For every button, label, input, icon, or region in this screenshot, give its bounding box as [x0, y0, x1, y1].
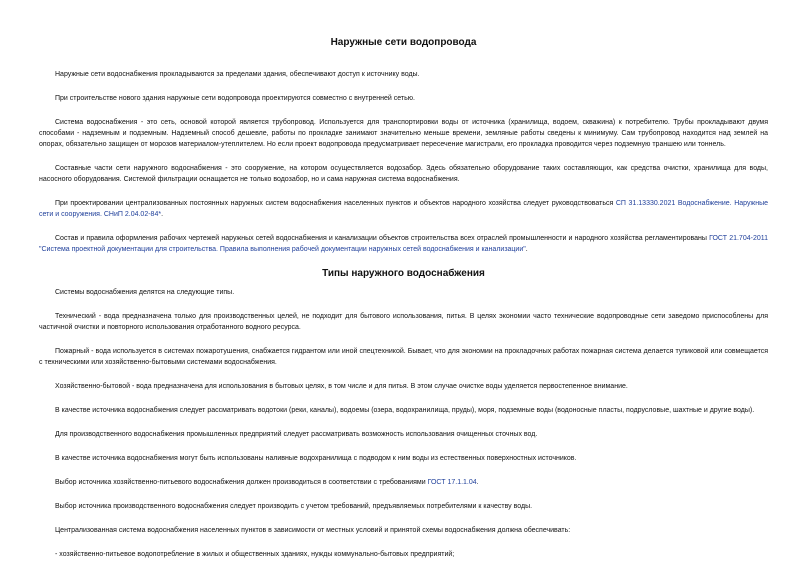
paragraph-drinking-source	[39, 477, 768, 488]
text-segment: .	[525, 246, 528, 253]
gost-21-704-link[interactable]: ГОСТ 21.704-2011 "Система проектной документации для строительства. Правила выполнения рабочей документации наружных сетей водоснабжения и канализации"	[39, 235, 768, 253]
paragraph-industrial-source: Выбор источника производственного водоснабжения следует производить с учетом требований, предъявляемых потребителями к качеству воды.	[55, 503, 533, 510]
paragraph-technical: Технический - вода предназначена только для производственных целей, не подходит для бытового использования, питья. В целях экономии часто технические водопроводные сети заведомо приспособлены для частичной очистки и повторного использования отработанного водного ресурса.	[39, 313, 768, 331]
paragraph-design-standard	[39, 198, 768, 220]
text-segment: .	[476, 479, 479, 486]
sp-31-link[interactable]: СП 31.13330.2021 Водоснабжение. Наружные сети и сооружения. СНиП 2.04.02-84*	[39, 200, 769, 218]
paragraph-components: Составные части сети наружного водоснабжения - это сооружение, на котором осуществляется водозабор. Здесь обязательно оборудование таких составляющих, как средства очистки, хранилища для воды, насосного оборудования. Системой фильтрации оснащается не только водозабор, но и сама наружная система водоснабжения.	[39, 165, 768, 183]
paragraph-list-item: - хозяйственно-питьевое водопотребление в жилых и общественных зданиях, нужды коммунально-бытовых предприятий;	[55, 551, 455, 558]
text-segment: При проектировании централизованных постоянных наружных систем водоснабжения населенных пунктов и объектов народного хозяйства следует руководствоваться	[55, 200, 616, 207]
paragraph-centralized: Централизованная система водоснабжения населенных пунктов в зависимости от местных условий и принятой схемы водоснабжения должна обеспечивать:	[55, 527, 571, 534]
paragraph-household: Хозяйственно-бытовой - вода предназначена для использования в бытовых целях, в том числе и для питья. В этом случае очистке воды уделяется первостепенное внимание.	[55, 383, 628, 390]
gost-17-link[interactable]: ГОСТ 17.1.1.04	[427, 479, 477, 486]
paragraph-system-definition: Система водоснабжения - это сеть, основой которой является трубопровод. Используется для транспортировки воды от источника (хранилища, водоем, скважина) к потребителю. Трубы прокладывают двумя способами - надземным и подземным. Надземный способ дешевле, работы по прокладке занимают значительно меньше времени, земляные работы сведены к минимуму. Сам трубопровод находится над землей на опорах, обязательно защищен от морозов материалом-утеплителем. Но если проект водопровода предусматривает пересечение магистрали, его прокладка проводится через подземную траншею или тоннель.	[39, 119, 768, 148]
paragraph-industrial: Для производственного водоснабжения промышленных предприятий следует рассматривать возможность использования очищенных сточных вод.	[55, 431, 538, 438]
text-segment: Состав и правила оформления рабочих чертежей наружных сетей водоснабжения и канализации объектов строительства всех отраслей промышленности и народного хозяйства регламентированы	[55, 235, 710, 242]
text-segment: .	[161, 211, 164, 218]
paragraph-reservoirs: В качестве источника водоснабжения могут быть использованы наливные водохранилища с подводом к ним воды из естественных поверхностных источников.	[55, 455, 577, 462]
paragraph-sources: В качестве источника водоснабжения следует рассматривать водотоки (реки, каналы), водоемы (озера, водохранилища, пруды), моря, подземные воды (водоносные пласты, подрусловые, шахтные и другие воды).	[55, 407, 755, 414]
paragraph-intro: Наружные сети водоснабжения прокладываются за пределами здания, обеспечивают доступ к источнику воды.	[55, 71, 420, 78]
paragraph-fire: Пожарный - вода используется в системах пожаротушения, снабжается гидрантом или иной спецтехникой. Бывает, что для экономии на прокладочных работах пожарная система делается тупиковой или совмещается с техническими или хозяйственно-бытовыми системами водоснабжения.	[39, 348, 768, 366]
paragraph-types-intro: Системы водоснабжения делятся на следующие типы.	[55, 289, 235, 296]
paragraph-new-building: При строительстве нового здания наружные сети водопровода проектируются совместно с внутренней сетью.	[55, 95, 415, 102]
text-segment: Выбор источника хозяйственно-питьевого водоснабжения должен производиться в соответствии с требованиями	[55, 479, 428, 486]
page-title: Наружные сети водопровода	[330, 37, 477, 48]
paragraph-drawings-standard	[39, 233, 768, 255]
section-title-types: Типы наружного водоснабжения	[322, 268, 485, 279]
